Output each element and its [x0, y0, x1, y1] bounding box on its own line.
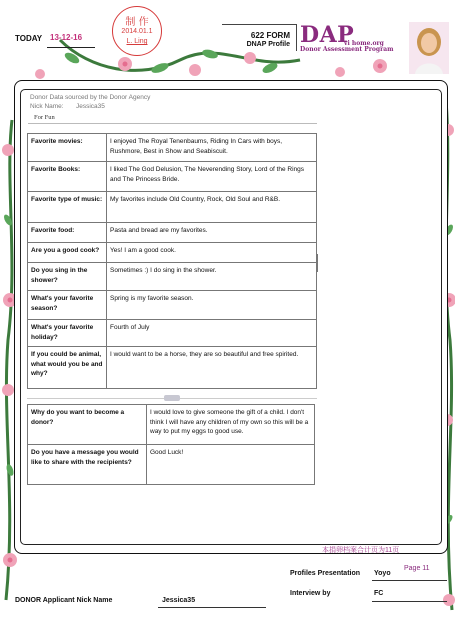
nick-name-value: Jessica35: [76, 103, 105, 110]
logo-main: DAP: [300, 22, 355, 48]
form-box: [222, 24, 297, 51]
section-underline: [28, 123, 317, 124]
table-row: [28, 223, 317, 243]
answer-cell: My favorites include Old Country, Rock, Old Soul and R&B.: [107, 192, 317, 223]
seal-line2: 2014.01.1: [121, 28, 153, 35]
question-cell: Why do you want to become a donor?: [28, 405, 147, 445]
question-cell: Favorite Books:: [28, 162, 107, 192]
answer-cell: I liked The God Delusion, The Neverending Story, Lord of the Rings and The Princess Bride.: [107, 162, 317, 192]
answer-cell: Yes! I am a good cook.: [107, 243, 317, 263]
table-row: [28, 192, 317, 223]
question-cell: Do you sing in the shower?: [28, 263, 107, 291]
question-cell: If you could be animal, what would you be and why?: [28, 347, 107, 389]
scrollbar-thumb[interactable]: [316, 254, 318, 272]
interview-underline: [372, 601, 447, 602]
profiles-presentation-value: Yoyo: [374, 570, 391, 577]
logo-suffix: vi home.org: [344, 40, 384, 47]
interview-by-label: Interview by: [290, 590, 331, 597]
table-row: [28, 263, 317, 291]
answer-cell: Sometimes :) I do sing in the shower.: [107, 263, 317, 291]
question-cell: What's your favorite season?: [28, 291, 107, 320]
question-cell: Favorite movies:: [28, 134, 107, 162]
seal-line1: 制 作: [125, 17, 149, 28]
table-row: [28, 162, 317, 192]
question-cell: Favorite food:: [28, 223, 107, 243]
for-fun-table: [27, 133, 317, 389]
resize-handle[interactable]: [164, 395, 180, 401]
table-row: [28, 134, 317, 162]
donor-photo: [409, 22, 449, 74]
seal-stamp: [112, 6, 162, 56]
answer-cell: I would want to be a horse, they are so beautiful and free spirited.: [107, 347, 317, 389]
form-subtitle: DNAP Profile: [246, 41, 290, 48]
source-note: Donor Data sourced by the Donor Agency: [30, 94, 151, 101]
question-cell: What's your favorite holiday?: [28, 320, 107, 347]
answer-cell: Pasta and bread are my favorites.: [107, 223, 317, 243]
table-row: [28, 291, 317, 320]
interview-by-value: FC: [374, 590, 384, 597]
form-title: 622 FORM: [250, 31, 290, 40]
answer-cell: I would love to give someone the gift of a child. I don't think I will have any children of my own so this will be a way to put my eggs to good use.: [147, 405, 315, 445]
table-row: [28, 320, 317, 347]
question-cell: Favorite type of music:: [28, 192, 107, 223]
today-label: TODAY: [15, 34, 43, 43]
table-row: [28, 445, 315, 485]
date-underline: [47, 47, 95, 48]
applicant-nick-label: DONOR Applicant Nick Name: [15, 597, 113, 604]
answer-cell: Good Luck!: [147, 445, 315, 485]
applicant-underline: [158, 607, 266, 608]
page-count-note: 本捐卵档案合计页为11页: [322, 547, 400, 554]
table-row: [28, 405, 315, 445]
applicant-nick-value: Jessica35: [162, 597, 196, 604]
section-title: For Fun: [34, 114, 55, 121]
page-number: Page 11: [404, 565, 430, 572]
table-row: [28, 243, 317, 263]
nick-name-label: Nick Name:: [30, 103, 64, 110]
today-date: 13-12-16: [50, 33, 83, 42]
table-row: [28, 347, 317, 389]
donor-message-table: [27, 404, 315, 485]
seal-line3: L. Ling: [126, 38, 148, 45]
question-cell: Are you a good cook?: [28, 243, 107, 263]
answer-cell: Fourth of July: [107, 320, 317, 347]
profiles-underline: [372, 580, 447, 581]
question-cell: Do you have a message you would like to share with the recipients?: [28, 445, 147, 485]
logo-tagline: Donor Assessment Program: [300, 46, 394, 53]
answer-cell: Spring is my favorite season.: [107, 291, 317, 320]
answer-cell: I enjoyed The Royal Tenenbaums, Riding In Cars with boys, Rushmore, Best in Show and Seabiscuit.: [107, 134, 317, 162]
profiles-presentation-label: Profiles Presentation: [290, 570, 361, 577]
